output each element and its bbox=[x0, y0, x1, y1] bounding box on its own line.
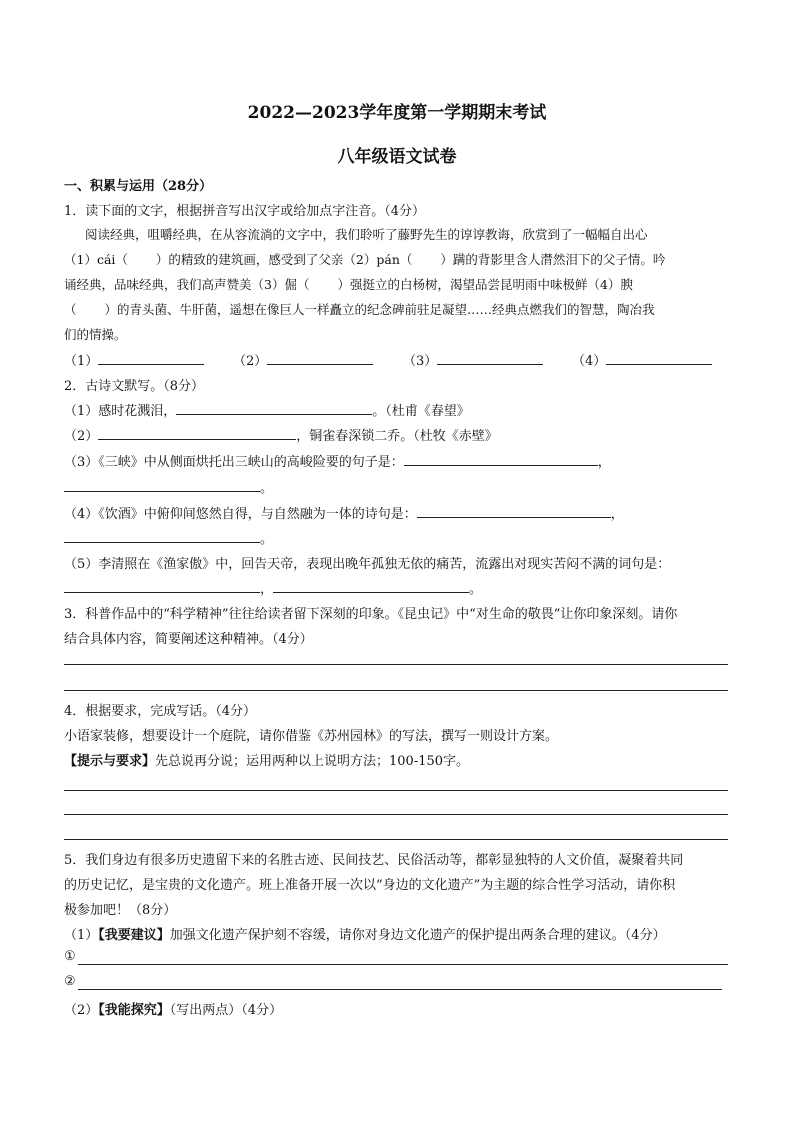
q5-answer-line-1[interactable] bbox=[78, 964, 728, 965]
q2-blank-4b[interactable] bbox=[64, 530, 260, 543]
q5-answer-line-2[interactable] bbox=[78, 989, 722, 990]
q5-prompt-line3: 极参加吧！（8分） bbox=[64, 903, 177, 918]
q2-item-1: （1）感时花溅泪， 。（杜甫《春望》 bbox=[64, 404, 470, 419]
q1-para-line3: 诵经典，品味经典，我们高声赞美（3）倔（ ）强挺立的白杨树，渴望品尝昆明雨中味极鲜（4）腴 bbox=[64, 277, 633, 292]
q5-marker-1: ① bbox=[64, 949, 76, 964]
q4-prompt: 4．根据要求，完成写话。（4分） bbox=[64, 704, 257, 719]
q1-answer-2[interactable]: （2） bbox=[233, 350, 373, 369]
q4-answer-line-3[interactable] bbox=[64, 839, 728, 840]
q2-item-2: （2） ，铜雀春深锁二乔。（杜牧《赤壁》 bbox=[64, 429, 498, 444]
q2-item-4-cont: 。 bbox=[64, 528, 273, 547]
q1-prompt: 1．读下面的文字，根据拼音写出汉字或给加点字注音。（4分） bbox=[64, 204, 426, 219]
q4-answer-line-1[interactable] bbox=[64, 790, 728, 791]
q1-answer-1[interactable]: （1） bbox=[64, 350, 204, 369]
q3-prompt-line1: 3．科普作品中的“科学精神”往往给读者留下深刻的印象。《昆虫记》中“对生命的敬畏”让你印象深刻。请你 bbox=[64, 607, 678, 622]
q5-sub1: （1）【我要建议】加强文化遗产保护刻不容缓，请你对身边文化遗产的保护提出两条合理的建议。（4分） bbox=[64, 928, 666, 943]
q2-blank-3b[interactable] bbox=[64, 479, 260, 492]
q1-para-line2: （1）cái（ ）的精致的建筑画，感受到了父亲（2）pán（ ）蹒的背影里含人潸然泪下的父子情。吟 bbox=[64, 252, 666, 267]
q2-item-3-cont: 。 bbox=[64, 477, 273, 496]
q1-answer-4[interactable]: （4） bbox=[572, 350, 712, 369]
q1-para-line4: （ ）的青头菌、牛肝菌，遥想在像巨人一样矗立的纪念碑前驻足凝望……经典点燃我们的智慧，陶冶我 bbox=[64, 302, 655, 317]
q5-prompt-line2: 的历史记忆，是宝贵的文化遗产。班上准备开展一次以“身边的文化遗产”为主题的综合性学习活动，请你积 bbox=[64, 878, 676, 893]
q3-prompt-line2: 结合具体内容，简要阐述这种精神。（4分） bbox=[64, 632, 313, 647]
q4-requirements: 【提示与要求】先总说再分说；运用两种以上说明方法；100-150字。 bbox=[64, 754, 470, 769]
exam-subtitle: 八年级语文试卷 bbox=[337, 147, 457, 167]
q2-item-4: （4）《饮酒》中俯仰间悠然自得，与自然融为一体的诗句是： ， bbox=[64, 507, 624, 522]
q2-item-3: （3）《三峡》中从侧面烘托出三峡山的高峻险要的句子是： ， bbox=[64, 455, 611, 470]
q5-sub2: （2）【我能探究】（写出两点）（4分） bbox=[64, 1003, 283, 1018]
q2-prompt: 2．古诗文默写。（8分） bbox=[64, 379, 205, 394]
section-heading: 一、积累与运用（28分） bbox=[64, 179, 213, 194]
q2-item-5-cont: ， 。 bbox=[64, 578, 482, 597]
q2-blank-3a[interactable] bbox=[404, 453, 598, 466]
q2-blank-5a[interactable] bbox=[64, 580, 260, 593]
q2-blank-4a[interactable] bbox=[417, 505, 611, 518]
q2-item-5: （5）李清照在《渔家傲》中，回告天帝，表现出晚年孤独无依的痛苦，流露出对现实苦闷不满的词句是： bbox=[64, 557, 671, 572]
q2-blank-1[interactable] bbox=[176, 402, 372, 415]
q2-blank-5b[interactable] bbox=[273, 580, 469, 593]
exam-title: 2022—2023学年度第一学期期末考试 bbox=[247, 103, 547, 123]
q1-para-line5: 们的情操。 bbox=[64, 327, 127, 342]
q5-prompt-line1: 5．我们身边有很多历史遗留下来的名胜古迹、民间技艺、民俗活动等，都彰显独特的人文价值，凝聚着共同 bbox=[64, 853, 684, 868]
q2-blank-2[interactable] bbox=[98, 427, 296, 440]
q3-answer-line-2[interactable] bbox=[64, 690, 728, 691]
q4-task: 小语家装修，想要设计一个庭院，请你借鉴《苏州园林》的写法，撰写一则设计方案。 bbox=[64, 729, 559, 744]
q1-answer-3[interactable]: （3） bbox=[403, 350, 543, 369]
q3-answer-line-1[interactable] bbox=[64, 664, 728, 665]
q1-para-line1: 阅读经典，咀嚼经典，在从容流淌的文字中，我们聆听了藤野先生的谆谆教诲，欣赏到了一幅幅自出心 bbox=[85, 227, 648, 242]
q4-answer-line-2[interactable] bbox=[64, 814, 728, 815]
q5-marker-2: ② bbox=[64, 974, 76, 989]
